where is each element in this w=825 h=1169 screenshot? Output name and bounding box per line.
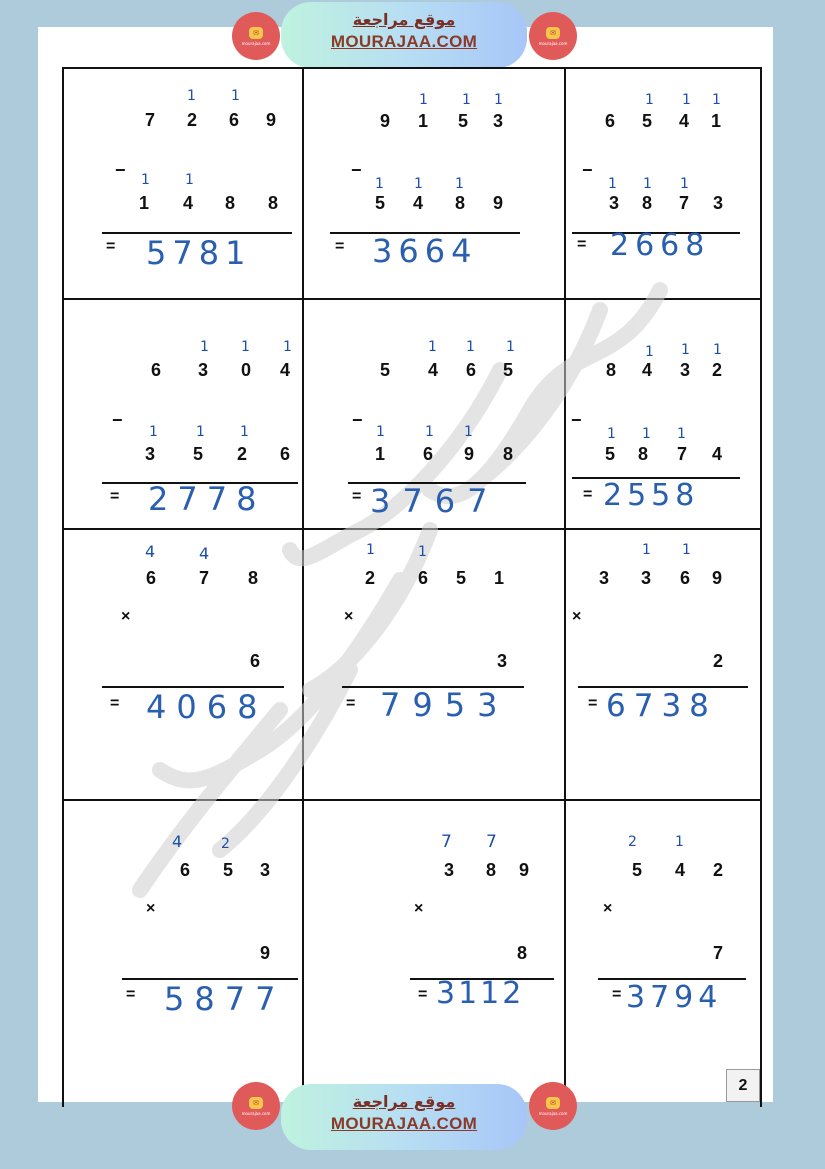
carry-digit: 1 [506,339,515,355]
minuend-digit: 5 [380,360,391,380]
multiplier-digit: 6 [250,651,261,671]
carry-digit: 1 [375,176,384,192]
carry-digit: 1 [712,92,721,108]
minus-sign: − [112,410,123,430]
site-name-arabic: موقع مراجعة [352,10,456,29]
multiplicand-digit: 3 [599,568,610,588]
carry-digit: 1 [680,176,689,192]
carry-digit: 4 [145,542,156,561]
times-sign: × [572,608,582,625]
carry-digit: 1 [376,424,385,440]
subtrahend-digit: 6 [280,444,291,464]
minuend-digit: 2 [712,360,723,380]
carry-digit: 1 [675,834,684,850]
multiplicand-digit: 2 [713,860,724,880]
equals-sign: = [126,986,136,1003]
minuend-digit: 6 [229,110,240,130]
minuend-digit: 8 [606,360,617,380]
carry-digit: 1 [196,424,205,440]
minuend-digit: 2 [187,110,198,130]
carry-digit: 1 [231,88,240,104]
grid-divider [64,799,760,801]
carry-digit: 1 [713,342,722,358]
subtrahend-digit: 3 [145,444,156,464]
minuend-digit: 7 [145,110,156,130]
multiplicand-digit: 3 [444,860,455,880]
equals-sign: = [346,695,356,712]
carry-digit: 1 [466,339,475,355]
site-logo-icon: ✉ mourajaa.com [232,12,280,60]
minus-sign: − [352,410,363,430]
subtrahend-digit: 1 [375,444,386,464]
grid-divider [64,298,760,300]
minuend-digit: 3 [493,111,504,131]
subtrahend-digit: 3 [609,193,620,213]
minuend-digit: 5 [642,111,653,131]
subtrahend-digit: 8 [638,444,649,464]
equals-sign: = [110,695,120,712]
subtrahend-digit: 1 [139,193,150,213]
subtrahend-digit: 5 [193,444,204,464]
subtrahend-digit: 5 [375,193,386,213]
multiplicand-digit: 3 [641,568,652,588]
carry-digit: 1 [419,92,428,108]
handwritten-result: 3664 [372,232,478,270]
grid-divider [64,528,760,530]
multiplicand-digit: 4 [675,860,686,880]
subtrahend-digit: 4 [183,193,194,213]
subtrahend-digit: 7 [677,444,688,464]
carry-digit: 1 [455,176,464,192]
multiplicand-digit: 3 [260,860,271,880]
handwritten-result: 4068 [146,688,268,726]
multiplicand-digit: 8 [486,860,497,880]
carry-digit: 1 [677,426,686,442]
carry-digit: 4 [199,544,210,563]
minus-sign: − [351,160,362,180]
carry-digit: 1 [185,172,194,188]
carry-digit: 1 [283,339,292,355]
carry-digit: 1 [645,92,654,108]
handwritten-result: 2778 [148,480,266,518]
carry-digit: 4 [172,832,183,851]
carry-digit: 7 [441,832,452,852]
multiplicand-digit: 6 [180,860,191,880]
carry-digit: 1 [464,424,473,440]
multiplicand-digit: 6 [418,568,429,588]
carry-digit: 1 [418,544,427,560]
minuend-digit: 4 [642,360,653,380]
carry-digit: 1 [425,424,434,440]
subtrahend-digit: 4 [413,193,424,213]
carry-digit: 1 [682,542,691,558]
minuend-digit: 1 [711,111,722,131]
subtrahend-digit: 8 [225,193,236,213]
subtrahend-digit: 8 [455,193,466,213]
handwritten-result: 5877 [164,980,286,1018]
subtrahend-digit: 9 [493,193,504,213]
minuend-digit: 0 [241,360,252,380]
times-sign: × [603,900,613,917]
site-logo-icon: ✉ mourajaa.com [232,1082,280,1130]
carry-digit: 2 [628,834,637,850]
carry-digit: 1 [642,542,651,558]
minuend-digit: 3 [680,360,691,380]
subtrahend-digit: 5 [605,444,616,464]
carry-digit: 1 [643,176,652,192]
minus-sign: − [115,160,126,180]
subtrahend-digit: 3 [713,193,724,213]
minuend-digit: 4 [679,111,690,131]
subtrahend-digit: 6 [423,444,434,464]
carry-digit: 1 [462,92,471,108]
carry-digit: 1 [682,92,691,108]
multiplicand-digit: 9 [712,568,723,588]
site-logo-icon: ✉ mourajaa.com [529,1082,577,1130]
grid-divider [564,69,566,1107]
equals-sign: = [583,486,593,503]
multiplicand-digit: 6 [680,568,691,588]
handwritten-result: 3794 [626,980,723,1015]
carry-digit: 2 [221,836,230,852]
handwritten-result: 3767 [370,482,500,520]
multiplier-digit: 3 [497,651,508,671]
minuend-digit: 6 [151,360,162,380]
equals-sign: = [106,238,116,255]
site-banner-bottom[interactable] [281,1084,527,1150]
minuend-digit: 3 [198,360,209,380]
times-sign: × [146,900,156,917]
subtrahend-digit: 8 [642,193,653,213]
carry-digit: 1 [428,339,437,355]
minuend-digit: 5 [458,111,469,131]
multiplicand-digit: 5 [456,568,467,588]
site-name-latin: MOURAJAA.COM [330,32,478,51]
multiplicand-digit: 1 [494,568,505,588]
carry-digit: 1 [149,424,158,440]
handwritten-result: 7953 [380,686,510,724]
handwritten-result: 2668 [610,228,711,263]
multiplicand-digit: 6 [146,568,157,588]
equals-sign: = [110,488,120,505]
equals-sign: = [577,236,587,253]
minus-sign: − [571,410,582,430]
multiplicand-digit: 9 [519,860,530,880]
subtrahend-digit: 4 [712,444,723,464]
subtrahend-digit: 8 [268,193,279,213]
minuend-digit: 1 [418,111,429,131]
subtrahend-digit: 7 [679,193,690,213]
times-sign: × [121,608,131,625]
grid-divider [302,69,304,1107]
minuend-digit: 9 [266,110,277,130]
site-logo-icon: ✉ mourajaa.com [529,12,577,60]
carry-digit: 1 [240,424,249,440]
multiplicand-digit: 5 [223,860,234,880]
multiplicand-digit: 5 [632,860,643,880]
minus-sign: − [582,160,593,180]
multiplier-digit: 7 [713,943,724,963]
page-number: 2 [726,1069,760,1102]
subtrahend-digit: 8 [503,444,514,464]
minuend-digit: 4 [428,360,439,380]
handwritten-result: 6738 [606,688,717,724]
multiplier-digit: 8 [517,943,528,963]
carry-digit: 1 [414,176,423,192]
equals-sign: = [612,986,622,1003]
minuend-digit: 6 [466,360,477,380]
carry-digit: 1 [187,88,196,104]
site-name-arabic: موقع مراجعة [352,1092,456,1111]
times-sign: × [414,900,424,917]
carry-digit: 1 [141,172,150,188]
multiplicand-digit: 2 [365,568,376,588]
carry-digit: 1 [645,344,654,360]
carry-digit: 1 [366,542,375,558]
site-name-latin: MOURAJAA.COM [330,1114,478,1133]
handwritten-result: 5781 [146,234,252,272]
carry-digit: 1 [642,426,651,442]
site-banner-top[interactable] [281,2,527,68]
subtrahend-digit: 2 [237,444,248,464]
carry-digit: 1 [681,342,690,358]
equals-sign: = [335,238,345,255]
equals-sign: = [588,695,598,712]
minuend-digit: 4 [280,360,291,380]
handwritten-result: 2558 [603,478,700,513]
equals-sign: = [418,986,428,1003]
handwritten-result: 3112 [436,976,525,1011]
multiplier-digit: 2 [713,651,724,671]
minuend-digit: 9 [380,111,391,131]
carry-digit: 1 [607,426,616,442]
carry-digit: 1 [494,92,503,108]
multiplicand-digit: 8 [248,568,259,588]
minuend-digit: 6 [605,111,616,131]
minuend-digit: 5 [503,360,514,380]
carry-digit: 1 [241,339,250,355]
subtrahend-digit: 9 [464,444,475,464]
multiplier-digit: 9 [260,943,271,963]
carry-digit: 1 [608,176,617,192]
carry-digit: 1 [200,339,209,355]
equals-sign: = [352,488,362,505]
multiplicand-digit: 7 [199,568,210,588]
carry-digit: 7 [486,832,497,852]
exercise-grid [62,67,762,1107]
times-sign: × [344,608,354,625]
